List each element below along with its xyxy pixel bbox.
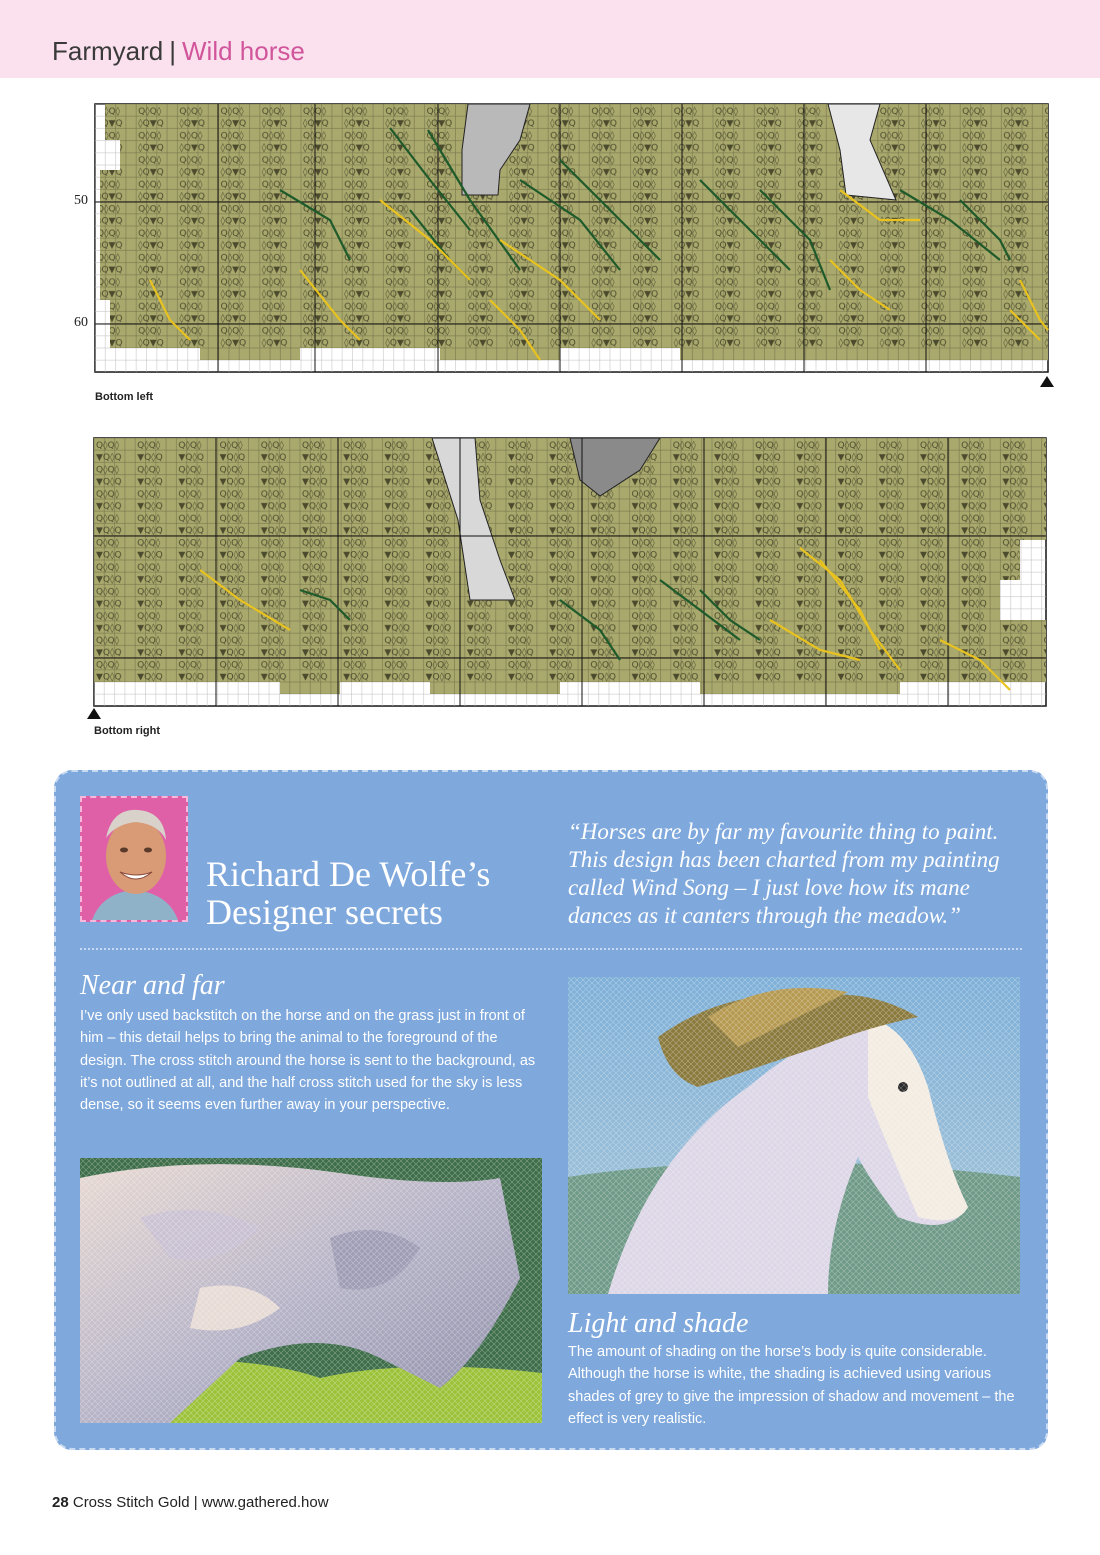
footer-separator: | — [193, 1494, 198, 1511]
light-and-shade-body: The amount of shading on the horse’s body is quite considerable. Although the horse is white, the shading is achieved using various shades of grey to give the impression of shadow and movement – the effect is very realistic. — [568, 1344, 1015, 1427]
near-and-far-heading: Near and far — [80, 970, 225, 1001]
header-section: Farmyard — [52, 36, 164, 66]
row-label-50: 50 — [74, 193, 88, 208]
designer-portrait-image — [82, 798, 186, 920]
designer-title — [206, 855, 490, 931]
horse-body-photo — [80, 1158, 542, 1423]
near-and-far-body: I’ve only used backstitch on the horse and on the grass just in front of him – this detail helps to bring the animal to the foreground of the design. The cross stitch around the horse is sent to the background, as it’s not outlined at all, and the half cross stitch used for the sky is less dense, so it seems even further away in your perspective. — [80, 1008, 536, 1114]
footer-magazine: Cross Stitch Gold — [72, 1494, 190, 1511]
chart-bottom-right — [0, 0, 1100, 740]
horse-head-photo — [568, 977, 1020, 1294]
header-separator: | — [169, 36, 177, 66]
row-label-60: 60 — [74, 315, 88, 330]
footer-website: www.gathered.how — [201, 1494, 329, 1511]
page-footer — [52, 1494, 329, 1511]
designer-title-line2: Designer secrets — [206, 892, 443, 932]
chart-br-caption: Bottom right — [94, 725, 160, 737]
designer-portrait — [80, 796, 188, 922]
page-number: 28 — [52, 1494, 69, 1511]
panel-divider — [80, 948, 1022, 950]
chart-bl-caption: Bottom left — [95, 391, 154, 403]
chart-bottom-right-grid — [0, 0, 1100, 740]
designer-title-line1: Richard De Wolfe’s — [206, 854, 491, 894]
chart-br-corner-marker — [87, 708, 101, 719]
header-subsection: Wild horse — [182, 36, 305, 66]
light-and-shade-heading: Light and shade — [568, 1308, 749, 1339]
designer-quote: “Horses are by far my favourite thing to paint. This design has been charted from my painting called Wind Song – I just love how its mane dances as it canters through the meadow.” — [568, 819, 1000, 928]
